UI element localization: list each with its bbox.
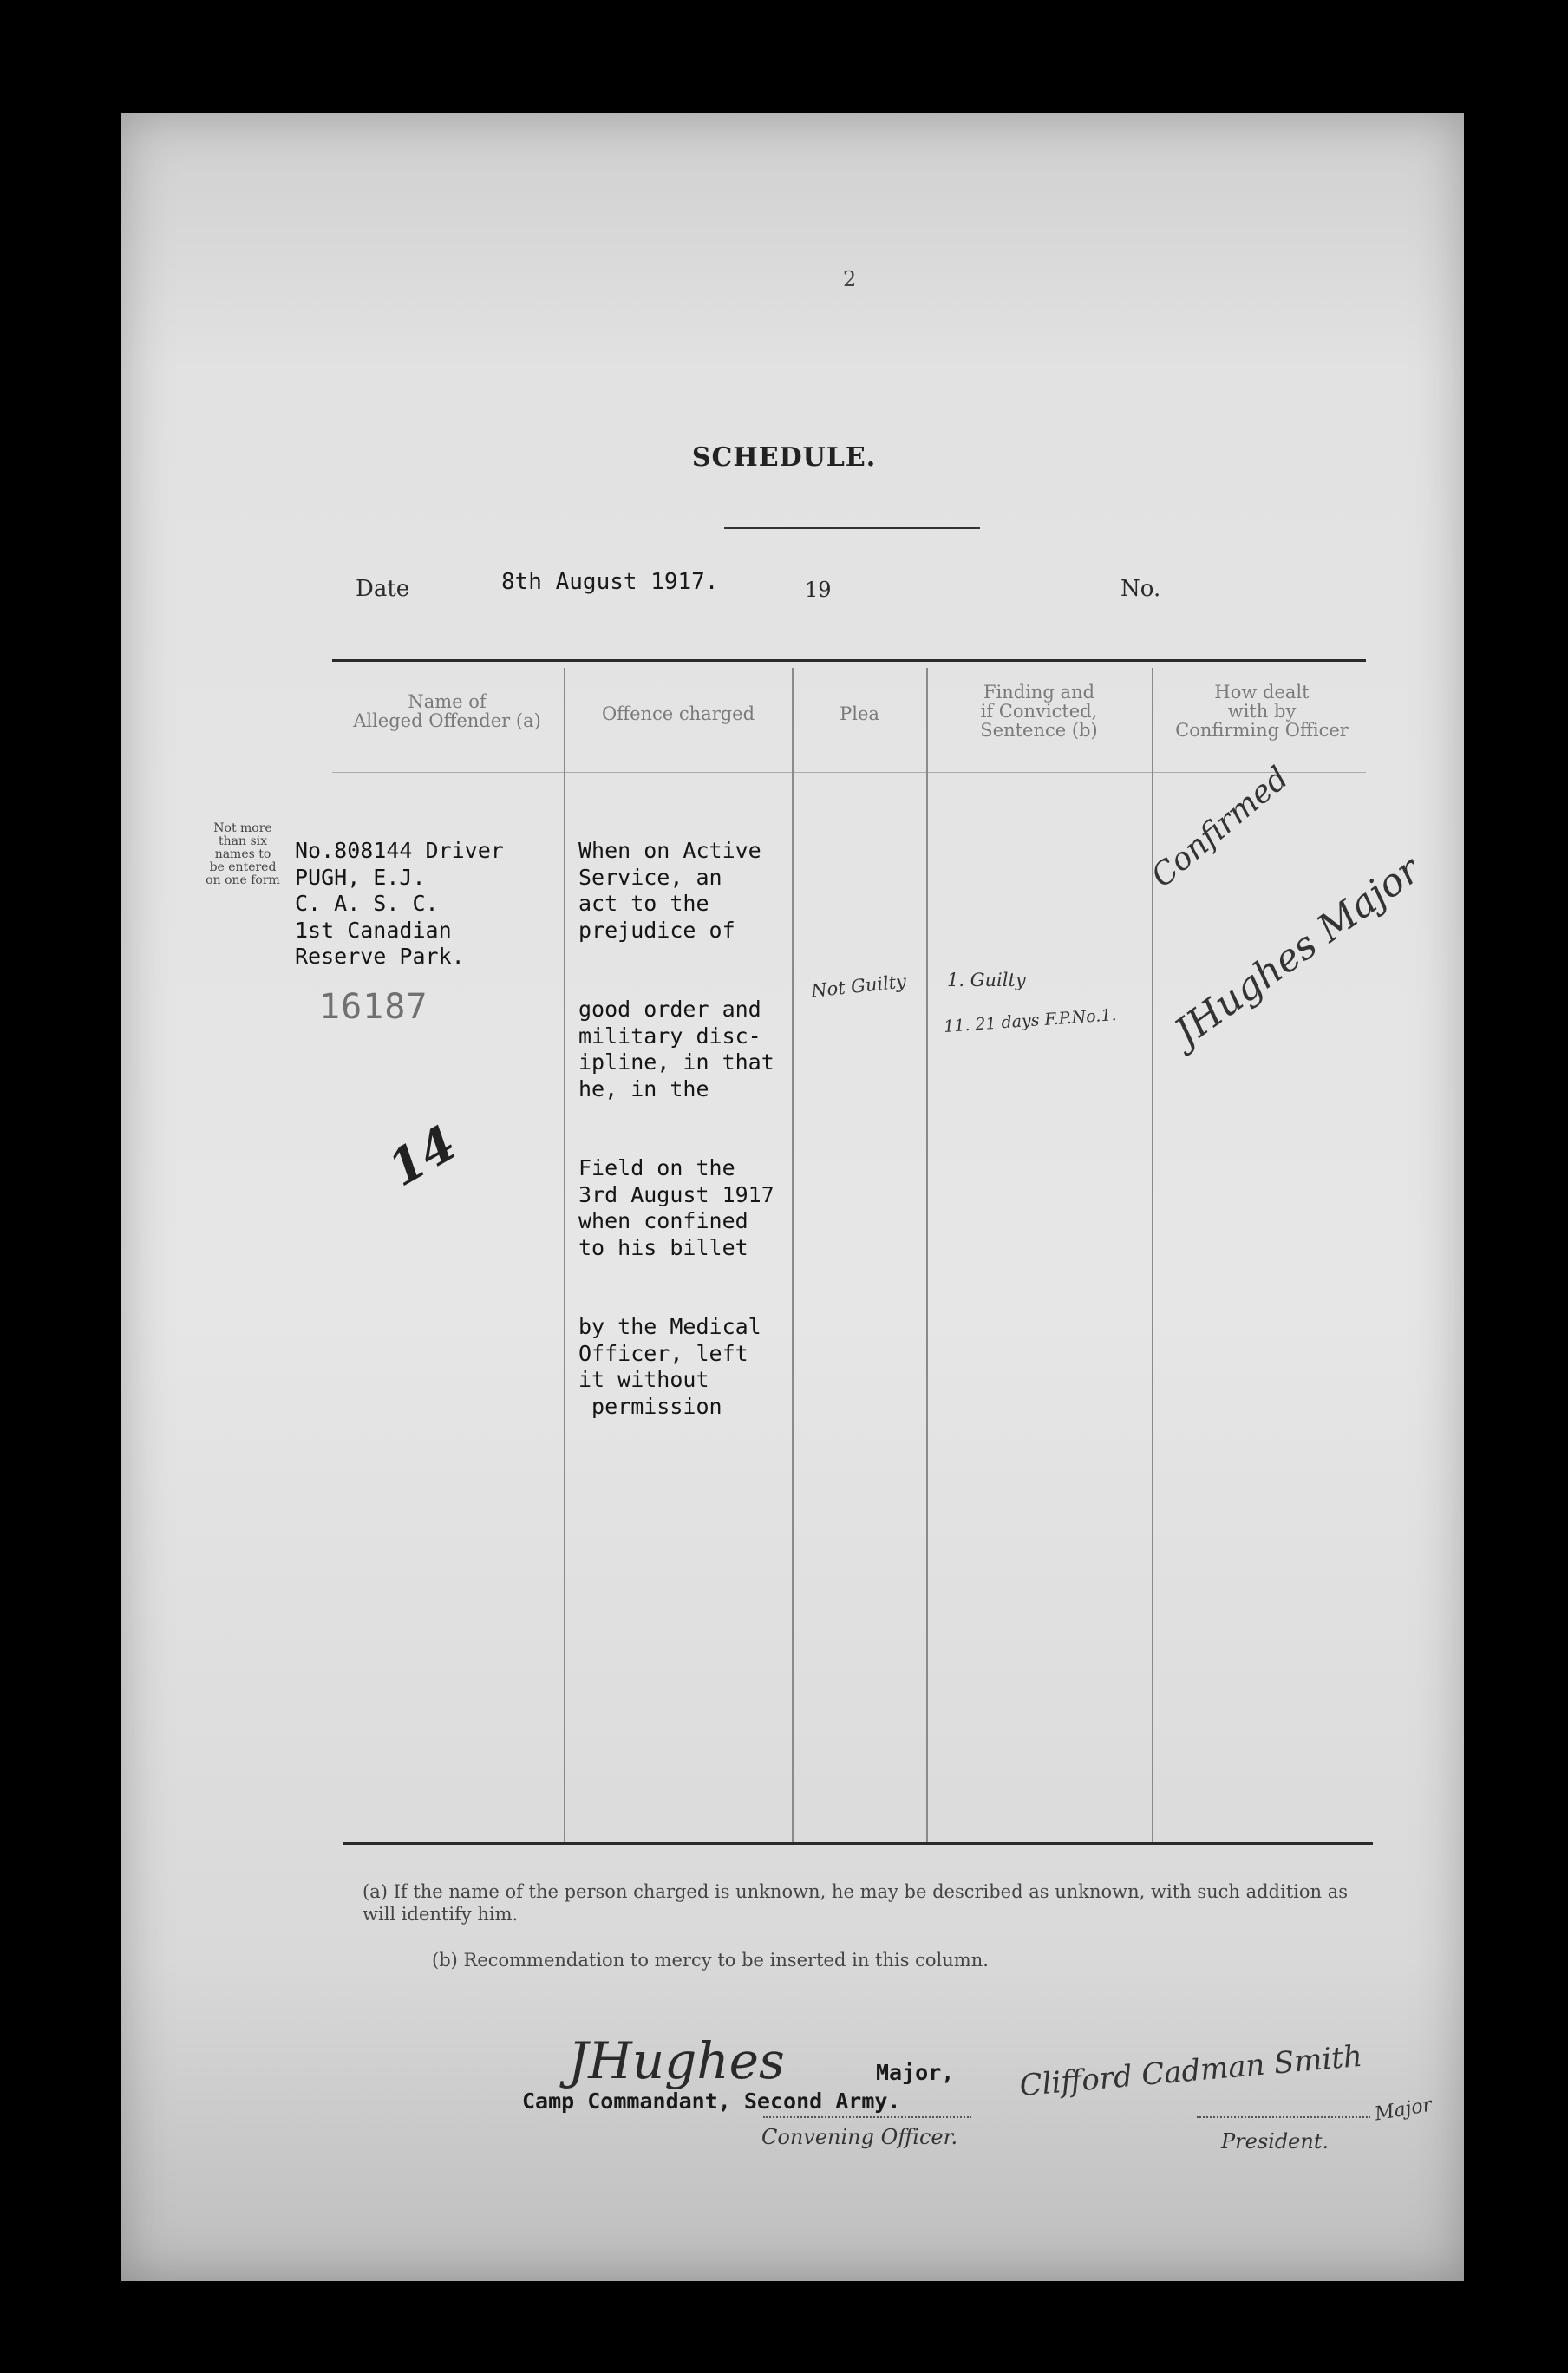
footnote-b: (b) Recommendation to mercy to be inserted in this column.	[432, 1950, 989, 1971]
date-label: Date	[356, 576, 410, 602]
confirming-signature: JHughes Major	[1166, 847, 1428, 1056]
footnote-a: (a) If the name of the person charged is unknown, he may be described as unknown, with such addition as will identify him.	[363, 1881, 1349, 1925]
plea-handwriting: Not Guilty	[810, 971, 908, 1002]
margin-note: Not more than six names to be entered on one form	[206, 821, 280, 887]
header-bottom-rule	[332, 772, 1366, 773]
president-signature-line	[1197, 2116, 1370, 2118]
header-offence: Offence charged	[601, 703, 755, 724]
stamp-number: 16187	[319, 987, 428, 1027]
offence-text: When on Active Service, an act to the prejudice of good order and military disc- ipline, in that he, in the Field on the 3rd August 1917 when confined to his billet by the Medical Officer, left it without permission	[578, 838, 774, 1419]
convening-rank: Major,	[876, 2060, 955, 2085]
president-signature: Clifford Cadman Smith	[1018, 2038, 1364, 2104]
date-value: 8th August 1917.	[501, 569, 719, 595]
table-top-rule	[332, 659, 1366, 662]
column-divider-3	[926, 668, 928, 1843]
table-bottom-rule	[343, 1842, 1373, 1845]
finding-handwriting-2: 11. 21 days F.P.No.1.	[943, 1005, 1118, 1036]
offender-details: No.808144 Driver PUGH, E.J. C. A. S. C. 1st Canadian Reserve Park.	[295, 838, 504, 969]
convening-signature-line	[763, 2116, 971, 2118]
column-divider-1	[564, 668, 565, 1843]
column-divider-4	[1152, 668, 1153, 1843]
year-prefix: 19	[805, 578, 832, 602]
convening-signature: JHughes	[568, 2031, 785, 2090]
convening-caption: Convening Officer.	[761, 2125, 958, 2149]
header-plea: Plea	[840, 703, 879, 724]
schedule-title: SCHEDULE.	[691, 442, 877, 473]
president-caption: President.	[1221, 2129, 1330, 2154]
confirmed-handwriting: Confirmed	[1145, 760, 1296, 895]
margin-mark: 14	[378, 1114, 467, 1199]
header-name: Name of Alleged Offender (a)	[353, 691, 541, 731]
page-number: 2	[843, 267, 857, 291]
column-divider-2	[792, 668, 794, 1843]
number-label: No.	[1120, 576, 1161, 602]
convening-title: Camp Commandant, Second Army.	[522, 2089, 901, 2114]
title-underline	[724, 527, 980, 529]
header-dealt: How dealt with by Confirming Officer	[1175, 682, 1349, 741]
header-finding: Finding and if Convicted, Sentence (b)	[980, 682, 1098, 741]
finding-handwriting-1: 1. Guilty	[947, 970, 1026, 990]
president-rank: Major	[1373, 2094, 1434, 2126]
